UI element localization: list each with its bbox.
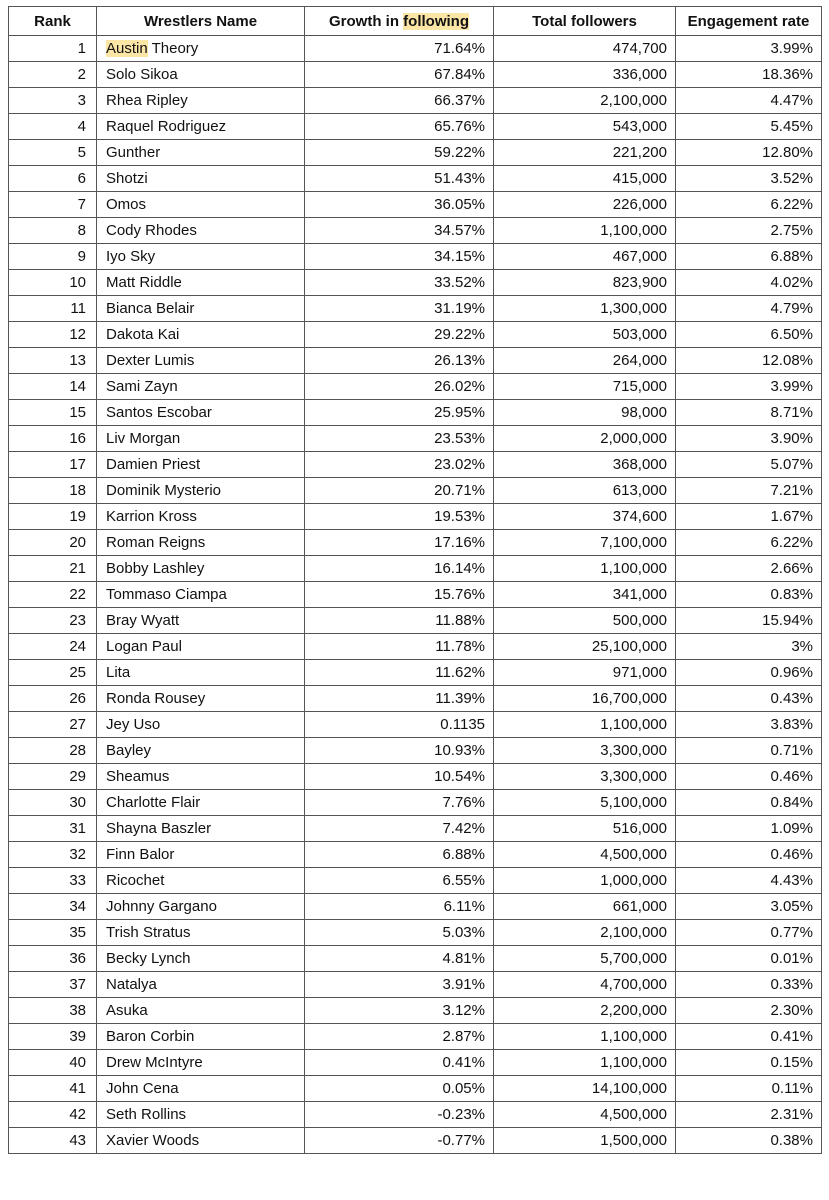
cell-growth: 7.76% — [305, 790, 494, 816]
cell-name: Xavier Woods — [97, 1128, 305, 1154]
cell-total: 3,300,000 — [494, 738, 676, 764]
cell-growth: 66.37% — [305, 88, 494, 114]
cell-engagement: 3.99% — [676, 374, 822, 400]
table-row — [9, 920, 822, 946]
cell-rank: 32 — [9, 842, 97, 868]
cell-rank: 25 — [9, 660, 97, 686]
cell-growth: 51.43% — [305, 166, 494, 192]
cell-engagement: 0.71% — [676, 738, 822, 764]
cell-rank: 27 — [9, 712, 97, 738]
cell-engagement: 5.07% — [676, 452, 822, 478]
cell-rank: 16 — [9, 426, 97, 452]
cell-name: Sami Zayn — [97, 374, 305, 400]
cell-total: 3,300,000 — [494, 764, 676, 790]
name-rest: Theory — [147, 40, 199, 57]
cell-total: 4,700,000 — [494, 972, 676, 998]
cell-engagement: 0.96% — [676, 660, 822, 686]
cell-total: 543,000 — [494, 114, 676, 140]
cell-growth: -0.23% — [305, 1102, 494, 1128]
cell-total: 5,100,000 — [494, 790, 676, 816]
cell-total: 503,000 — [494, 322, 676, 348]
cell-engagement: 0.46% — [676, 764, 822, 790]
header-growth-prefix: Growth in — [329, 12, 404, 30]
cell-rank: 37 — [9, 972, 97, 998]
cell-name: Gunther — [97, 140, 305, 166]
cell-name: Liv Morgan — [97, 426, 305, 452]
cell-total: 5,700,000 — [494, 946, 676, 972]
cell-rank: 34 — [9, 894, 97, 920]
cell-rank: 21 — [9, 556, 97, 582]
table-row — [9, 894, 822, 920]
cell-rank: 15 — [9, 400, 97, 426]
header-engagement: Engagement rate — [676, 7, 822, 36]
cell-rank: 6 — [9, 166, 97, 192]
cell-name: Roman Reigns — [97, 530, 305, 556]
cell-growth: 20.71% — [305, 478, 494, 504]
cell-name: Johnny Gargano — [97, 894, 305, 920]
cell-growth: 16.14% — [305, 556, 494, 582]
cell-total: 661,000 — [494, 894, 676, 920]
cell-total: 1,500,000 — [494, 1128, 676, 1154]
cell-name: Dominik Mysterio — [97, 478, 305, 504]
cell-growth: 34.15% — [305, 244, 494, 270]
table-row — [9, 842, 822, 868]
cell-engagement: 0.84% — [676, 790, 822, 816]
cell-rank: 41 — [9, 1076, 97, 1102]
cell-growth: 11.78% — [305, 634, 494, 660]
cell-engagement: 3.05% — [676, 894, 822, 920]
cell-growth: 15.76% — [305, 582, 494, 608]
table-row — [9, 478, 822, 504]
cell-total: 25,100,000 — [494, 634, 676, 660]
table-row — [9, 192, 822, 218]
cell-engagement: 0.46% — [676, 842, 822, 868]
cell-engagement: 0.01% — [676, 946, 822, 972]
cell-total: 264,000 — [494, 348, 676, 374]
cell-rank: 33 — [9, 868, 97, 894]
cell-name: Logan Paul — [97, 634, 305, 660]
cell-growth: 26.02% — [305, 374, 494, 400]
cell-engagement: 2.75% — [676, 218, 822, 244]
header-total: Total followers — [494, 7, 676, 36]
cell-engagement: 6.22% — [676, 530, 822, 556]
header-growth-highlight: following — [403, 12, 469, 30]
table-row — [9, 1076, 822, 1102]
table-row — [9, 1050, 822, 1076]
cell-total: 1,100,000 — [494, 556, 676, 582]
cell-engagement: 0.15% — [676, 1050, 822, 1076]
cell-growth: 6.11% — [305, 894, 494, 920]
cell-rank: 4 — [9, 114, 97, 140]
cell-rank: 18 — [9, 478, 97, 504]
cell-total: 16,700,000 — [494, 686, 676, 712]
cell-name: Dakota Kai — [97, 322, 305, 348]
cell-rank: 1 — [9, 36, 97, 62]
cell-growth: 7.42% — [305, 816, 494, 842]
table-row — [9, 946, 822, 972]
cell-growth: 26.13% — [305, 348, 494, 374]
cell-rank: 40 — [9, 1050, 97, 1076]
cell-engagement: 0.43% — [676, 686, 822, 712]
cell-total: 613,000 — [494, 478, 676, 504]
cell-total: 226,000 — [494, 192, 676, 218]
table-row — [9, 556, 822, 582]
cell-growth: 3.12% — [305, 998, 494, 1024]
table-row — [9, 764, 822, 790]
cell-total: 7,100,000 — [494, 530, 676, 556]
cell-growth: 23.02% — [305, 452, 494, 478]
cell-engagement: 6.22% — [676, 192, 822, 218]
cell-name: John Cena — [97, 1076, 305, 1102]
cell-name: Iyo Sky — [97, 244, 305, 270]
name-highlight: Austin — [106, 40, 148, 57]
cell-total: 221,200 — [494, 140, 676, 166]
cell-engagement: 12.08% — [676, 348, 822, 374]
cell-growth: 2.87% — [305, 1024, 494, 1050]
cell-rank: 11 — [9, 296, 97, 322]
table-row — [9, 1102, 822, 1128]
table-row — [9, 608, 822, 634]
cell-name: Santos Escobar — [97, 400, 305, 426]
header-rank: Rank — [9, 7, 97, 36]
cell-total: 2,000,000 — [494, 426, 676, 452]
table-row — [9, 504, 822, 530]
cell-engagement: 3.90% — [676, 426, 822, 452]
cell-growth: 25.95% — [305, 400, 494, 426]
cell-name: Bianca Belair — [97, 296, 305, 322]
cell-total: 98,000 — [494, 400, 676, 426]
table-row — [9, 426, 822, 452]
cell-engagement: 2.31% — [676, 1102, 822, 1128]
cell-engagement: 4.02% — [676, 270, 822, 296]
cell-name: Sheamus — [97, 764, 305, 790]
cell-rank: 9 — [9, 244, 97, 270]
cell-growth: 33.52% — [305, 270, 494, 296]
table-row — [9, 1024, 822, 1050]
cell-name: Lita — [97, 660, 305, 686]
cell-total: 1,100,000 — [494, 218, 676, 244]
cell-rank: 3 — [9, 88, 97, 114]
cell-name: Raquel Rodriguez — [97, 114, 305, 140]
cell-growth: 67.84% — [305, 62, 494, 88]
cell-rank: 22 — [9, 582, 97, 608]
table-row — [9, 634, 822, 660]
cell-growth: 59.22% — [305, 140, 494, 166]
cell-name: Drew McIntyre — [97, 1050, 305, 1076]
cell-total: 467,000 — [494, 244, 676, 270]
table-row — [9, 348, 822, 374]
cell-rank: 8 — [9, 218, 97, 244]
cell-rank: 17 — [9, 452, 97, 478]
cell-total: 415,000 — [494, 166, 676, 192]
table-row — [9, 816, 822, 842]
table-row — [9, 140, 822, 166]
table-row — [9, 660, 822, 686]
cell-total: 374,600 — [494, 504, 676, 530]
cell-name: Becky Lynch — [97, 946, 305, 972]
table-row — [9, 114, 822, 140]
cell-total: 1,100,000 — [494, 712, 676, 738]
table-row — [9, 36, 822, 62]
table-row — [9, 218, 822, 244]
cell-name: Matt Riddle — [97, 270, 305, 296]
cell-growth: 11.88% — [305, 608, 494, 634]
table-row — [9, 868, 822, 894]
table-row — [9, 530, 822, 556]
cell-rank: 42 — [9, 1102, 97, 1128]
cell-engagement: 2.66% — [676, 556, 822, 582]
cell-growth: 17.16% — [305, 530, 494, 556]
cell-engagement: 3.83% — [676, 712, 822, 738]
cell-rank: 12 — [9, 322, 97, 348]
cell-name: Cody Rhodes — [97, 218, 305, 244]
cell-name: Asuka — [97, 998, 305, 1024]
cell-engagement: 4.43% — [676, 868, 822, 894]
cell-engagement: 12.80% — [676, 140, 822, 166]
cell-engagement: 2.30% — [676, 998, 822, 1024]
cell-growth: 71.64% — [305, 36, 494, 62]
table-row — [9, 296, 822, 322]
header-name: Wrestlers Name — [97, 7, 305, 36]
cell-engagement: 6.88% — [676, 244, 822, 270]
cell-total: 1,100,000 — [494, 1050, 676, 1076]
cell-growth: -0.77% — [305, 1128, 494, 1154]
cell-total: 341,000 — [494, 582, 676, 608]
cell-engagement: 7.21% — [676, 478, 822, 504]
cell-name: Tommaso Ciampa — [97, 582, 305, 608]
header-growth — [305, 7, 494, 36]
cell-rank: 38 — [9, 998, 97, 1024]
cell-growth: 23.53% — [305, 426, 494, 452]
cell-engagement: 1.09% — [676, 816, 822, 842]
cell-rank: 28 — [9, 738, 97, 764]
cell-rank: 2 — [9, 62, 97, 88]
table-row — [9, 166, 822, 192]
cell-name: Solo Sikoa — [97, 62, 305, 88]
table-row — [9, 322, 822, 348]
cell-name: Bayley — [97, 738, 305, 764]
header-row — [9, 7, 822, 36]
cell-rank: 23 — [9, 608, 97, 634]
cell-name: Seth Rollins — [97, 1102, 305, 1128]
cell-engagement: 0.38% — [676, 1128, 822, 1154]
table-row — [9, 1128, 822, 1154]
cell-rank: 13 — [9, 348, 97, 374]
cell-name: Jey Uso — [97, 712, 305, 738]
cell-total: 715,000 — [494, 374, 676, 400]
cell-engagement: 0.33% — [676, 972, 822, 998]
cell-rank: 26 — [9, 686, 97, 712]
cell-total: 500,000 — [494, 608, 676, 634]
cell-total: 2,100,000 — [494, 920, 676, 946]
cell-total: 516,000 — [494, 816, 676, 842]
cell-total: 1,300,000 — [494, 296, 676, 322]
table-row — [9, 374, 822, 400]
cell-rank: 5 — [9, 140, 97, 166]
cell-engagement: 6.50% — [676, 322, 822, 348]
cell-engagement: 15.94% — [676, 608, 822, 634]
cell-engagement: 0.77% — [676, 920, 822, 946]
cell-engagement: 3.52% — [676, 166, 822, 192]
cell-growth: 19.53% — [305, 504, 494, 530]
table-row — [9, 88, 822, 114]
table-row — [9, 582, 822, 608]
cell-name: Bobby Lashley — [97, 556, 305, 582]
cell-name: Trish Stratus — [97, 920, 305, 946]
cell-total: 474,700 — [494, 36, 676, 62]
cell-engagement: 0.41% — [676, 1024, 822, 1050]
cell-total: 14,100,000 — [494, 1076, 676, 1102]
cell-engagement: 5.45% — [676, 114, 822, 140]
cell-rank: 36 — [9, 946, 97, 972]
cell-growth: 65.76% — [305, 114, 494, 140]
cell-engagement: 3.99% — [676, 36, 822, 62]
cell-total: 4,500,000 — [494, 842, 676, 868]
cell-name: Karrion Kross — [97, 504, 305, 530]
cell-engagement: 8.71% — [676, 400, 822, 426]
table-row — [9, 244, 822, 270]
cell-name: Damien Priest — [97, 452, 305, 478]
table-row — [9, 712, 822, 738]
cell-name: Shayna Baszler — [97, 816, 305, 842]
cell-rank: 14 — [9, 374, 97, 400]
table-row — [9, 62, 822, 88]
cell-growth: 11.62% — [305, 660, 494, 686]
cell-growth: 10.54% — [305, 764, 494, 790]
cell-total: 336,000 — [494, 62, 676, 88]
cell-name — [97, 36, 305, 62]
cell-name: Shotzi — [97, 166, 305, 192]
cell-rank: 19 — [9, 504, 97, 530]
cell-rank: 30 — [9, 790, 97, 816]
cell-growth: 29.22% — [305, 322, 494, 348]
cell-name: Dexter Lumis — [97, 348, 305, 374]
cell-growth: 31.19% — [305, 296, 494, 322]
cell-name: Baron Corbin — [97, 1024, 305, 1050]
cell-rank: 10 — [9, 270, 97, 296]
table-row — [9, 400, 822, 426]
cell-name: Finn Balor — [97, 842, 305, 868]
cell-name: Charlotte Flair — [97, 790, 305, 816]
cell-growth: 5.03% — [305, 920, 494, 946]
cell-rank: 35 — [9, 920, 97, 946]
cell-name: Ricochet — [97, 868, 305, 894]
cell-engagement: 4.79% — [676, 296, 822, 322]
cell-total: 1,000,000 — [494, 868, 676, 894]
cell-total: 4,500,000 — [494, 1102, 676, 1128]
table-row — [9, 452, 822, 478]
table-row — [9, 270, 822, 296]
cell-engagement: 0.11% — [676, 1076, 822, 1102]
cell-engagement: 3% — [676, 634, 822, 660]
cell-total: 2,200,000 — [494, 998, 676, 1024]
table-row — [9, 790, 822, 816]
cell-growth: 4.81% — [305, 946, 494, 972]
cell-name: Natalya — [97, 972, 305, 998]
cell-total: 971,000 — [494, 660, 676, 686]
table-row — [9, 738, 822, 764]
cell-growth: 36.05% — [305, 192, 494, 218]
wrestlers-table — [8, 6, 822, 1154]
cell-rank: 24 — [9, 634, 97, 660]
cell-total: 2,100,000 — [494, 88, 676, 114]
cell-name: Bray Wyatt — [97, 608, 305, 634]
cell-growth: 10.93% — [305, 738, 494, 764]
table-row — [9, 686, 822, 712]
table-row — [9, 998, 822, 1024]
cell-growth: 0.05% — [305, 1076, 494, 1102]
cell-growth: 0.1135 — [305, 712, 494, 738]
cell-rank: 31 — [9, 816, 97, 842]
cell-growth: 6.55% — [305, 868, 494, 894]
table-body — [9, 36, 822, 1154]
cell-rank: 29 — [9, 764, 97, 790]
cell-name: Rhea Ripley — [97, 88, 305, 114]
cell-growth: 0.41% — [305, 1050, 494, 1076]
cell-name: Ronda Rousey — [97, 686, 305, 712]
cell-engagement: 1.67% — [676, 504, 822, 530]
cell-growth: 34.57% — [305, 218, 494, 244]
cell-engagement: 0.83% — [676, 582, 822, 608]
cell-total: 368,000 — [494, 452, 676, 478]
cell-growth: 11.39% — [305, 686, 494, 712]
cell-growth: 6.88% — [305, 842, 494, 868]
cell-growth: 3.91% — [305, 972, 494, 998]
cell-rank: 20 — [9, 530, 97, 556]
cell-rank: 39 — [9, 1024, 97, 1050]
cell-rank: 43 — [9, 1128, 97, 1154]
table-row — [9, 972, 822, 998]
cell-rank: 7 — [9, 192, 97, 218]
cell-engagement: 4.47% — [676, 88, 822, 114]
cell-total: 1,100,000 — [494, 1024, 676, 1050]
cell-total: 823,900 — [494, 270, 676, 296]
cell-name: Omos — [97, 192, 305, 218]
cell-engagement: 18.36% — [676, 62, 822, 88]
